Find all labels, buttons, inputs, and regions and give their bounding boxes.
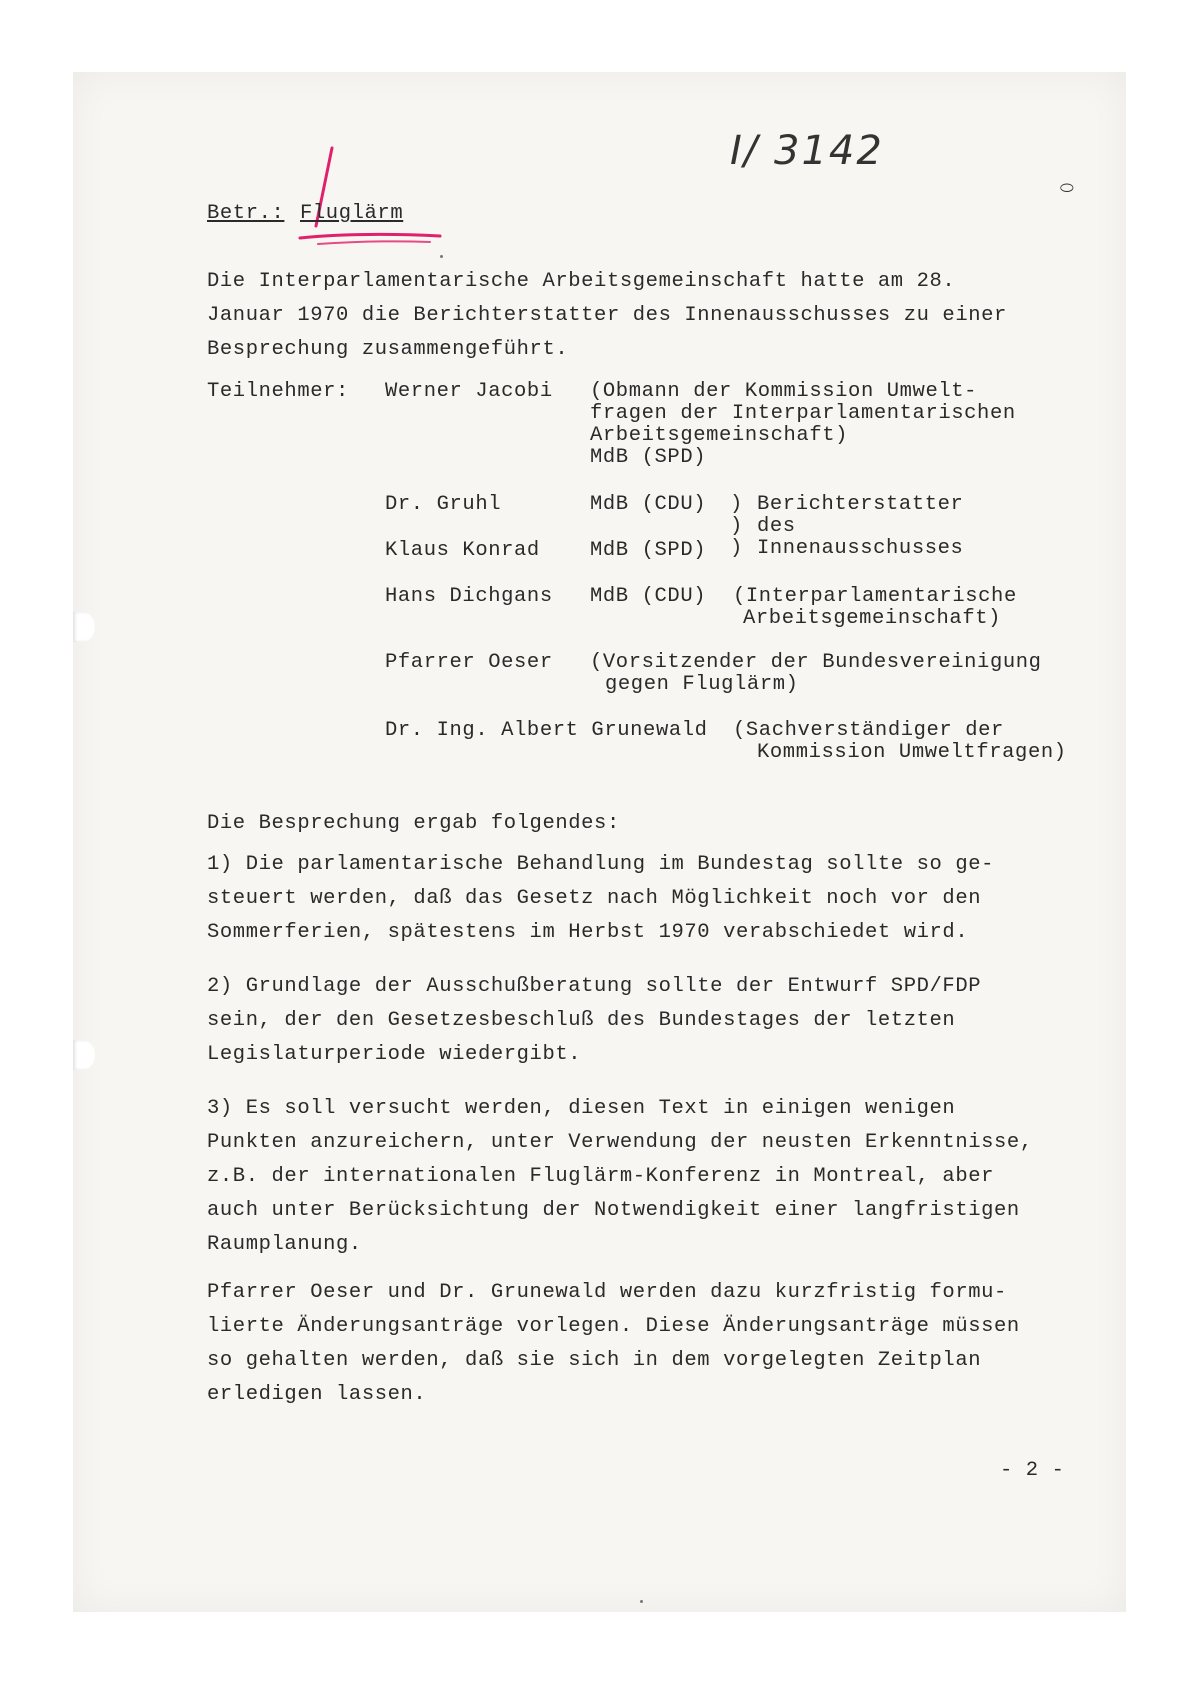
participant-note-jacobi-1: (Obmann der Kommission Umwelt-: [590, 380, 978, 403]
participant-note-grunewald-1: (Sachverständiger der: [733, 719, 1004, 742]
group-note-2: des: [757, 515, 796, 538]
participant-name-konrad: Klaus Konrad: [385, 539, 540, 562]
participants-label: Teilnehmer:: [207, 380, 349, 403]
participant-note-grunewald-2: Kommission Umweltfragen): [757, 741, 1067, 764]
participant-name-grunewald: Dr. Ing. Albert Grunewald: [385, 719, 708, 742]
participant-name-oeser: Pfarrer Oeser: [385, 651, 553, 674]
intro-line-3: Besprechung zusammengeführt.: [207, 338, 569, 361]
point-1-line-1: 1) Die parlamentarische Behandlung im Bundestag sollte so ge-: [207, 853, 995, 876]
participant-note-jacobi-3: Arbeitsgemeinschaft): [590, 424, 849, 447]
point-1-line-3: Sommerferien, spätestens im Herbst 1970 verabschiedet wird.: [207, 921, 969, 944]
closing-line-4: erledigen lassen.: [207, 1383, 427, 1406]
speck: [440, 255, 443, 258]
participant-note-oeser-1: (Vorsitzender der Bundesvereinigung: [590, 651, 1042, 674]
closing-line-1: Pfarrer Oeser und Dr. Grunewald werden dazu kurzfristig formu-: [207, 1281, 1007, 1304]
point-3-line-1: 3) Es soll versucht werden, diesen Text in einigen wenigen: [207, 1097, 956, 1120]
point-2-line-1: 2) Grundlage der Ausschußberatung sollte der Entwurf SPD/FDP: [207, 975, 982, 998]
speck: [640, 1600, 643, 1603]
subject-prefix: Betr.:: [207, 202, 285, 225]
participant-party-dichgans: MdB (CDU): [590, 585, 707, 608]
margin-mark-icon: ⬭: [1060, 178, 1074, 197]
closing-line-3: so gehalten werden, daß sie sich in dem vorgelegten Zeitplan: [207, 1349, 982, 1372]
point-3-line-2: Punkten anzureichern, unter Verwendung der neusten Erkenntnisse,: [207, 1131, 1033, 1154]
punch-hole-top: [73, 612, 95, 642]
point-3-line-5: Raumplanung.: [207, 1233, 362, 1256]
participant-name-gruhl: Dr. Gruhl: [385, 493, 502, 516]
participant-note-oeser-2: gegen Fluglärm): [605, 673, 799, 696]
participant-note-dichgans-2: Arbeitsgemeinschaft): [743, 607, 1002, 630]
point-2-line-3: Legislaturperiode wiedergibt.: [207, 1043, 582, 1066]
participant-party-konrad: MdB (SPD): [590, 539, 707, 562]
participant-note-dichgans-1: (Interparlamentarische: [733, 585, 1017, 608]
punch-hole-bottom: [73, 1040, 95, 1070]
intro-line-2: Januar 1970 die Berichterstatter des Innenausschusses zu einer: [207, 304, 1007, 327]
group-bracket: ) ) ): [730, 493, 743, 560]
point-1-line-2: steuert werden, daß das Gesetz nach Möglichkeit noch vor den: [207, 887, 982, 910]
document-page: [73, 72, 1126, 1612]
participant-name-jacobi: Werner Jacobi: [385, 380, 553, 403]
participant-name-dichgans: Hans Dichgans: [385, 585, 553, 608]
participant-party-gruhl: MdB (CDU): [590, 493, 707, 516]
participant-note-jacobi-4: MdB (SPD): [590, 446, 707, 469]
page-number: - 2 -: [1000, 1459, 1065, 1482]
point-3-line-4: auch unter Berücksichtung der Notwendigkeit einer langfristigen: [207, 1199, 1020, 1222]
participant-note-jacobi-2: fragen der Interparlamentarischen: [590, 402, 1016, 425]
handwritten-reference: I/ 3142: [730, 128, 884, 174]
result-heading: Die Besprechung ergab folgendes:: [207, 812, 620, 835]
group-note-3: Innenausschusses: [757, 537, 964, 560]
intro-line-1: Die Interparlamentarische Arbeitsgemeinschaft hatte am 28.: [207, 270, 956, 293]
point-3-line-3: z.B. der internationalen Fluglärm-Konferenz in Montreal, aber: [207, 1165, 995, 1188]
subject-topic: Fluglärm: [300, 202, 404, 225]
closing-line-2: lierte Änderungsanträge vorlegen. Diese Änderungsanträge müssen: [207, 1315, 1020, 1338]
group-note-1: Berichterstatter: [757, 493, 964, 516]
point-2-line-2: sein, der den Gesetzesbeschluß des Bundestages der letzten: [207, 1009, 956, 1032]
